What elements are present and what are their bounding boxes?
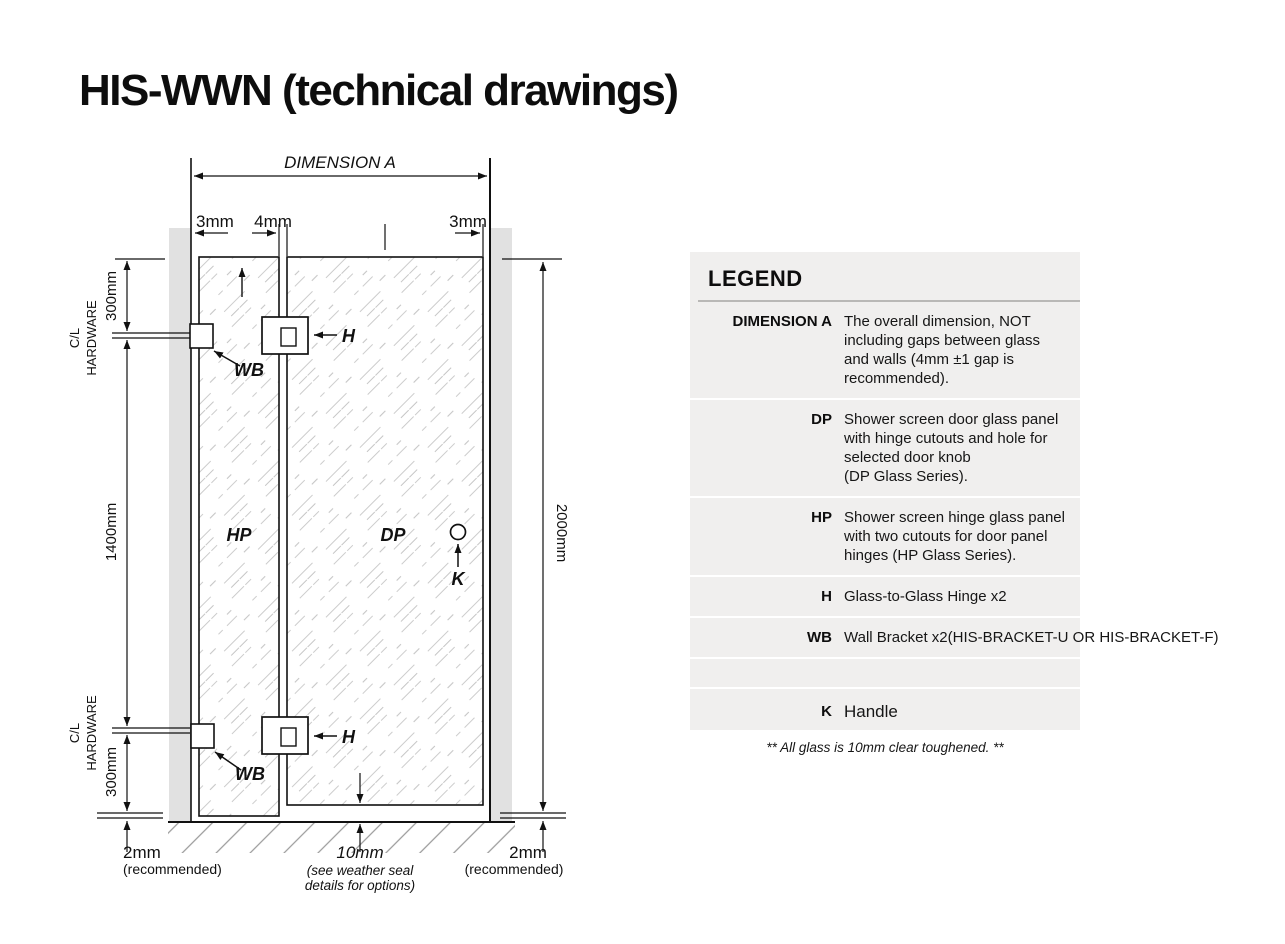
- legend-row-dimension-a: [690, 302, 1080, 398]
- dp-panel-label: DP: [380, 525, 406, 545]
- legend-row-hp: [690, 496, 1080, 575]
- legend-row-empty: [690, 657, 1080, 687]
- wb-bottom-label: WB: [235, 764, 265, 784]
- h-bottom-label: H: [342, 727, 355, 747]
- seal-gap-note-2: details for options): [304, 878, 416, 893]
- wall-bracket-bottom: [191, 724, 214, 748]
- seal-gap-value: 10mm: [336, 843, 384, 862]
- gap-left-label: 3mm: [196, 212, 234, 231]
- legend-term: K: [821, 703, 832, 720]
- legend-term: H: [821, 588, 832, 605]
- handle-label: K: [451, 569, 465, 589]
- legend-desc: Wall Bracket x2(HIS-BRACKET-U OR HIS-BRACKET-F): [844, 629, 1219, 646]
- wall-right: [490, 228, 512, 822]
- legend-term: DP: [811, 411, 832, 428]
- legend-panel: [690, 252, 1219, 730]
- cl-bottom-line2: HARDWARE: [84, 695, 99, 771]
- legend-title: LEGEND: [708, 266, 803, 291]
- gap-right-label: 3mm: [449, 212, 487, 231]
- floor-gap-right-note: (recommended): [464, 861, 564, 877]
- dimension-a: [194, 153, 487, 176]
- legend-row-h: [690, 575, 1080, 616]
- gap-dimensions-top: [195, 224, 483, 256]
- gap-mid-label: 4mm: [254, 212, 292, 231]
- dim-2000: 2000mm: [553, 503, 570, 563]
- dim-1400: 1400mm: [103, 502, 120, 562]
- legend-row-wb: [690, 616, 1219, 657]
- dim-300-top: 300mm: [103, 270, 120, 322]
- legend-desc: Handle: [844, 702, 898, 721]
- hinge-bottom: [262, 717, 308, 754]
- hinge-top: [262, 317, 308, 354]
- dim-300-bottom: 300mm: [103, 746, 120, 798]
- floor-gap-right-value: 2mm: [509, 843, 547, 862]
- floor-gap-left-value: 2mm: [123, 843, 161, 862]
- cl-top-line1: C/L: [67, 327, 82, 349]
- h-top-label: H: [342, 326, 355, 346]
- wb-top-label: WB: [234, 360, 264, 380]
- floor-gap-left-note: (recommended): [123, 861, 222, 877]
- seal-gap-note-1: (see weather seal: [306, 863, 414, 878]
- cl-top-line2: HARDWARE: [84, 300, 99, 376]
- legend-desc: Shower screen hinge glass panel with two cutouts for door panel hinges (HP Glass Series).: [844, 509, 1065, 564]
- legend-term: HP: [811, 509, 832, 526]
- legend-row-k: [690, 687, 1080, 737]
- legend-desc: The overall dimension, NOT including gaps between glass and walls (4mm ±1 gap is recommended).: [844, 313, 1040, 387]
- cl-bottom-line1: C/L: [67, 722, 82, 744]
- page-title: HIS-WWN (technical drawings): [79, 66, 678, 115]
- legend-desc: Shower screen door glass panel with hinge cutouts and hole for selected door knob (DP Glass Series).: [844, 411, 1059, 485]
- hp-panel-label: HP: [226, 525, 252, 545]
- legend-term: WB: [807, 629, 832, 646]
- legend-row-dp: [690, 398, 1080, 496]
- legend-term: DIMENSION A: [732, 313, 832, 330]
- wall-bracket-top: [190, 324, 213, 348]
- dimension-a-label: DIMENSION A: [284, 153, 396, 172]
- legend-footnote: ** All glass is 10mm clear toughened. **: [766, 740, 1004, 755]
- legend-desc: Glass-to-Glass Hinge x2: [844, 588, 1007, 605]
